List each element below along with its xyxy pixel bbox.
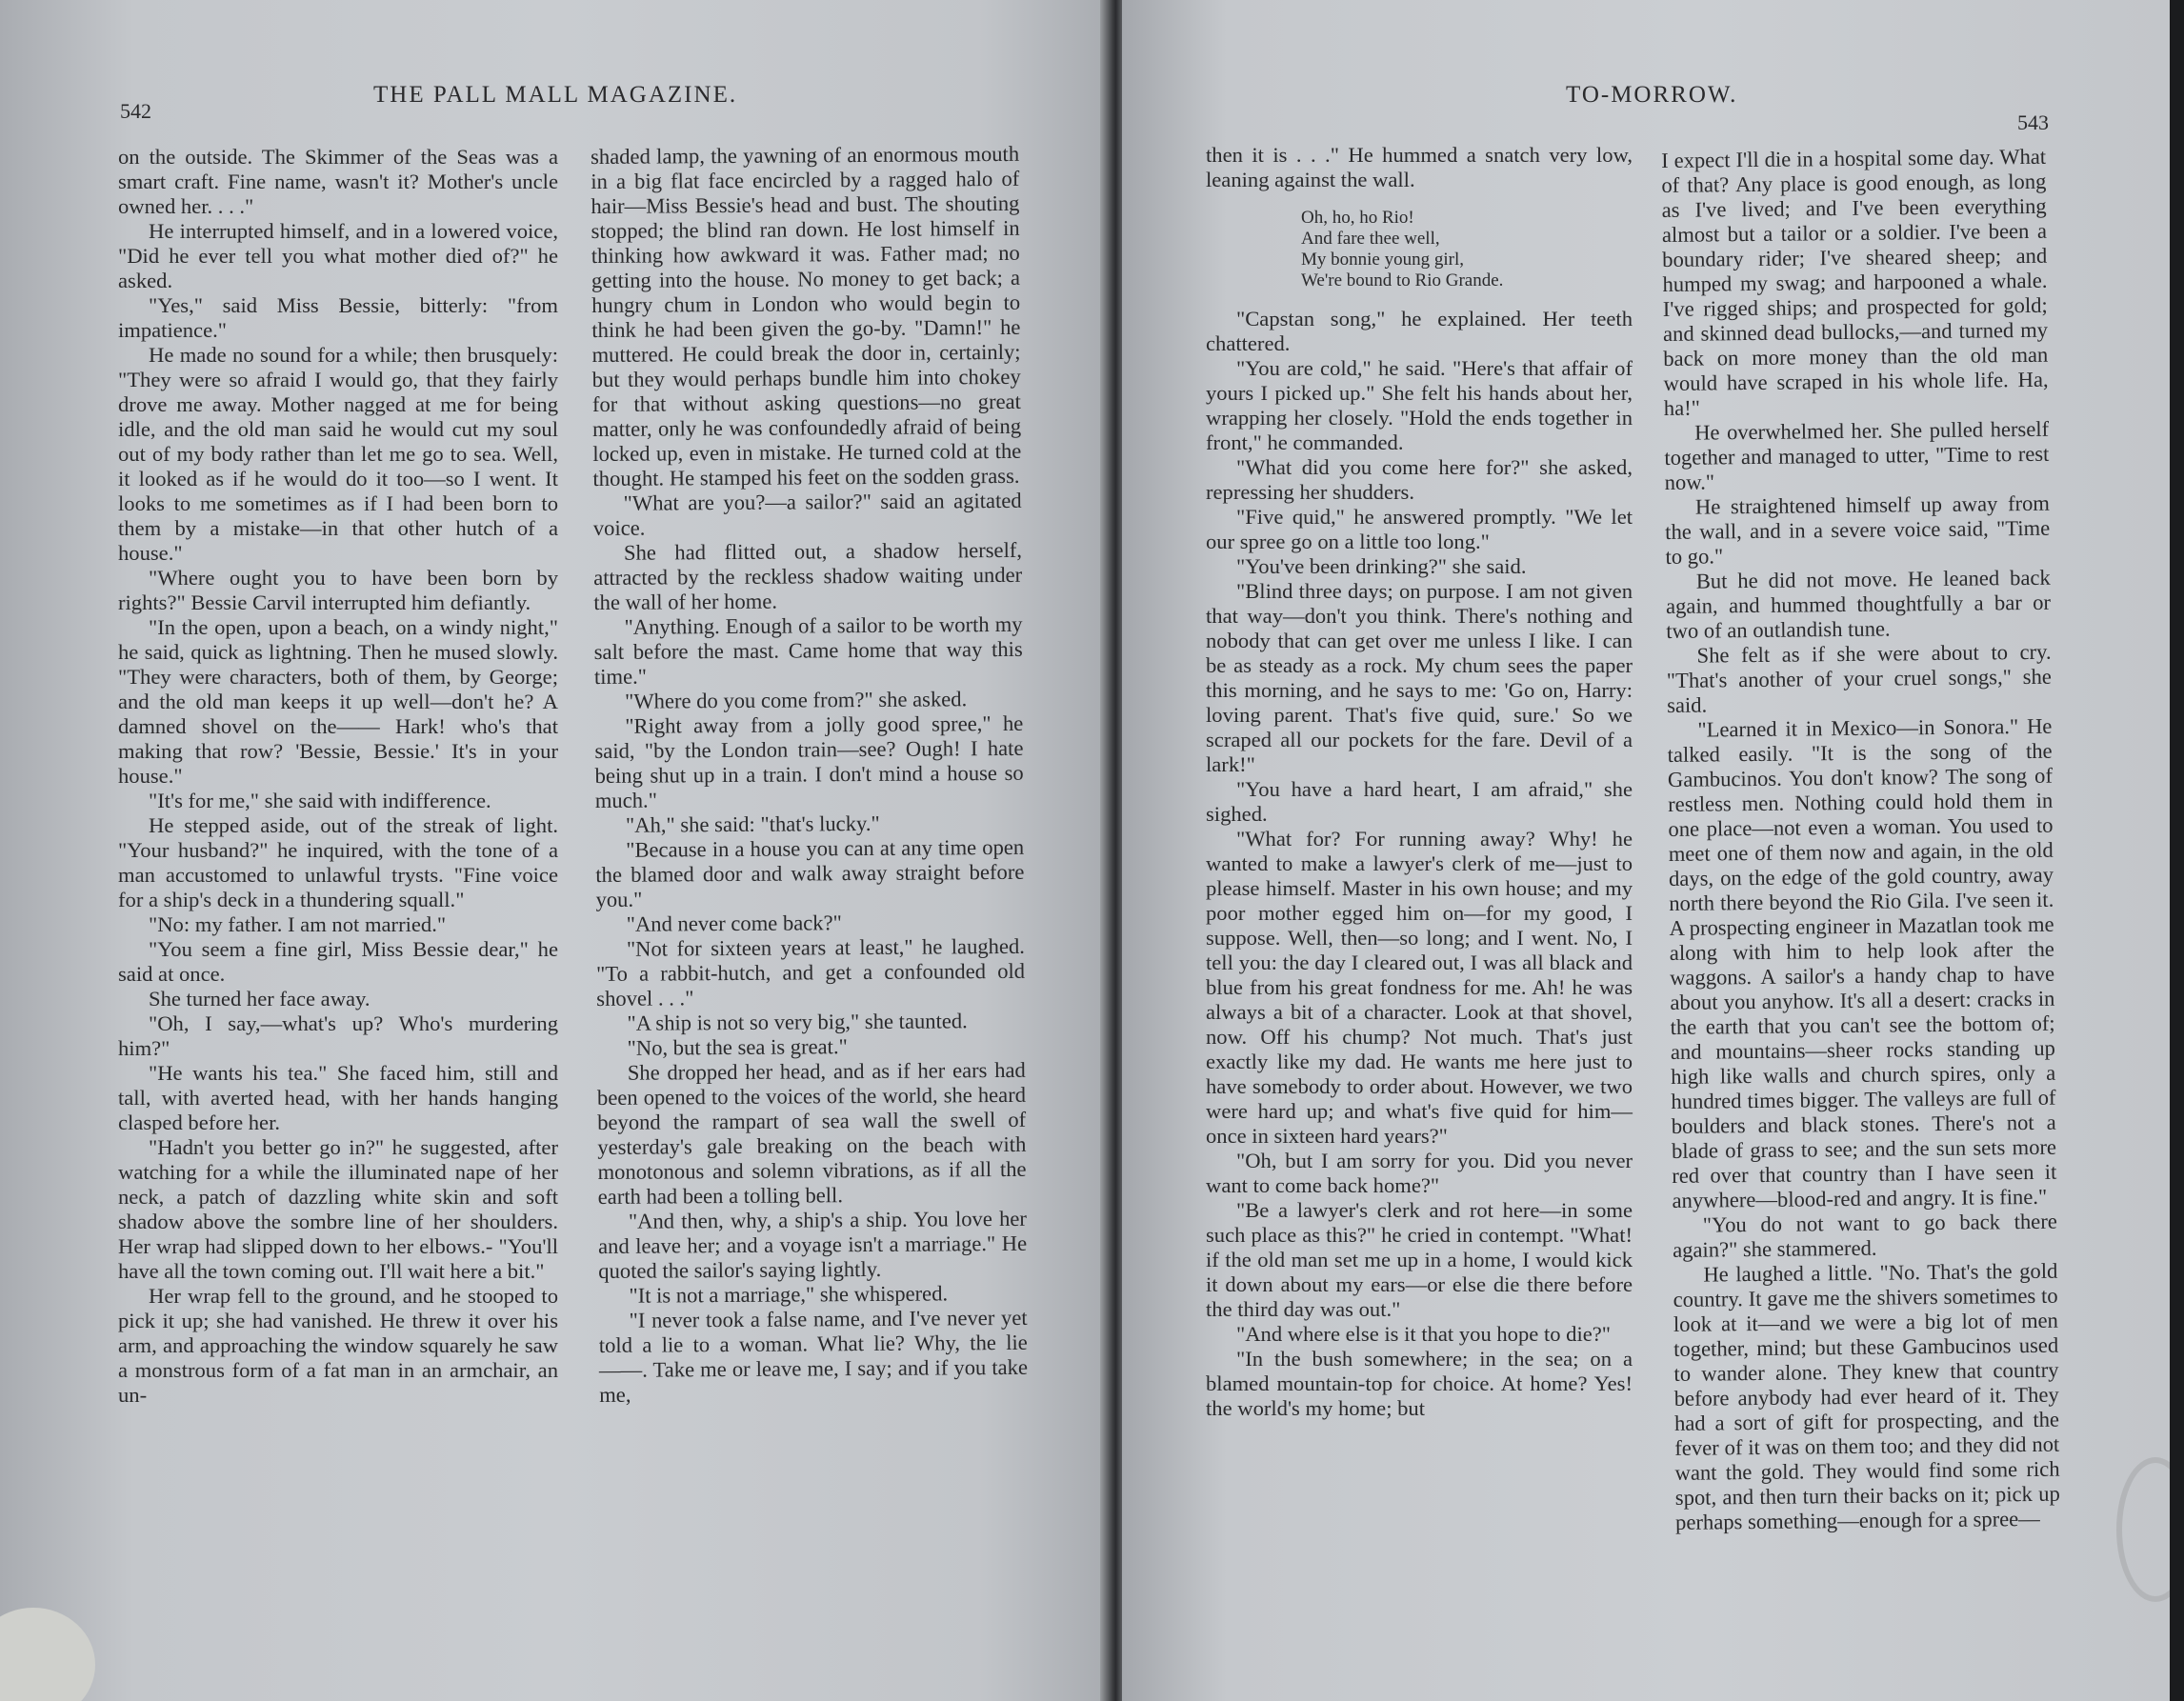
paragraph: "Ah," she said: "that's lucky." xyxy=(625,810,880,837)
left-page-column-1 xyxy=(118,145,558,1408)
paragraph: He overwhelmed her. She pulled herself together and managed to utter, "Time to rest now." xyxy=(1664,416,2050,494)
paragraph: "Yes," said Miss Bessie, bitterly: "from impatience." xyxy=(118,293,558,342)
paragraph: "You do not want to go back there again?" she stammered. xyxy=(1672,1209,2057,1262)
paragraph: "It's for me," she said with indifference. xyxy=(149,789,491,812)
paragraph: "Not for sixteen years at least," he laughed. "To a rabbit-hutch, and get a confounded old shovel . . ." xyxy=(595,933,1026,1011)
paragraph: "It is not a marriage," she whispered. xyxy=(629,1281,949,1308)
paragraph: "And where else is it that you hope to die?" xyxy=(1236,1322,1612,1346)
paragraph: "Blind three days; on purpose. I am not given that way—don't you think. There's nothing and nobody that can get over me unless I like. I can be as steady as a rock. My chum sees the paper this morning, and he says to me: 'Go on, Harry: loving parent. That's five quid, sure.' So we scraped all our pockets for the fare. Devil of a lark!" xyxy=(1206,579,1633,776)
page-number-right: 543 xyxy=(2017,110,2049,134)
thumb-shadow xyxy=(0,1608,95,1701)
verse-line: And fare thee well, xyxy=(1301,229,1440,249)
paragraph: "Be a lawyer's clerk and rot here—in some such place as this?" he cried in contempt. "What! if the old man set me up in a home, I would kick it down about my ears—or else die there before the third day was out." xyxy=(1206,1198,1633,1321)
paragraph: "Oh, I say,—what's up? Who's murdering him?" xyxy=(118,1011,558,1060)
paragraph: "Oh, but I am sorry for you. Did you never want to come back home?" xyxy=(1206,1149,1633,1197)
paragraph: shaded lamp, the yawning of an enormous mouth in a big flat face encircled by a ragged halo of hair—Miss Bessie's head and bust. The shouting stopped; the blind ran down. He lost himself in thinking how awkward it was. Father mad; no getting into the house. No money to get back; a hungry chum in London who would begin to think he had been given the go-by. "Damn!" he muttered. He could break the door in, certainly; but they would perhaps bundle him into chokey for that without asking questions—no great matter, only he was confoundedly afraid of being locked up, even in mistake. He turned cold at the thought. He stamped his feet on the sodden grass. xyxy=(591,141,1022,490)
paragraph: "A ship is not so very big," she taunted. xyxy=(627,1009,968,1035)
paragraph: "I never took a false name, and I've never yet told a lie to a woman. What lie? Why, the lie——. Take me or leave me, I say; and if you take me, xyxy=(598,1305,1029,1407)
paragraph: "What are you?—a sailor?" said an agitated voice. xyxy=(592,488,1022,540)
right-page-column-2 xyxy=(1661,145,2060,1535)
paragraph: "What for? For running away? Why! he wanted to make a lawyer's clerk of me—just to please himself. Master in his own house; and my poor mother egged him on—for my good, I suppose. Well, then—so long; and I went. No, I tell you: the day I cleared out, I was all black and blue from his great fondness for me. Ah! he was always a bit of a character. Look at that shovel, now. Off his chump? Not much. That's just exactly like my dad. He wants me here just to have somebody to order about. However, we two were hard up; and what's five quid for him—once in sixteen hard years?" xyxy=(1206,827,1633,1148)
paragraph: "You seem a fine girl, Miss Bessie dear," he said at once. xyxy=(118,937,558,986)
paragraph: then it is . . ." He hummed a snatch very low, leaning against the wall. xyxy=(1206,143,1633,191)
page-number-left: 542 xyxy=(120,99,151,123)
page-edge xyxy=(2170,0,2184,1701)
verse-line: We're bound to Rio Grande. xyxy=(1301,270,1504,290)
paragraph: But he did not move. He leaned back again, and hummed thoughtfully a bar or two of an outlandish tune. xyxy=(1665,565,2052,643)
paragraph: "Capstan song," he explained. Her teeth chattered. xyxy=(1206,307,1633,355)
paragraph: "You have a hard heart, I am afraid," she sighed. xyxy=(1206,777,1633,826)
paragraph: on the outside. The Skimmer of the Seas was a smart craft. Fine name, wasn't it? Mother's uncle owned her. . . ." xyxy=(118,145,558,218)
paragraph: Her wrap fell to the ground, and he stooped to pick it up; she had vanished. He threw it over his arm, and approaching the window squarely he saw a monstrous form of a fat man in an armchair, an un- xyxy=(118,1284,558,1407)
verse-line: Oh, ho, ho Rio! xyxy=(1301,208,1414,228)
paragraph: He straightened himself up away from the wall, and in a severe voice said, "Time to go." xyxy=(1665,490,2051,569)
paragraph: "In the open, upon a beach, on a windy night," he said, quick as lightning. Then he mused slowly. "They were characters, both of them, by George; and the old man keeps it up well—don't he? A damned shovel on the—— Hark! who's that making that row? 'Bessie, Bessie.' It's in your house." xyxy=(118,615,558,788)
paragraph: "Anything. Enough of a sailor to be worth my salt before the mast. Came home that way this time." xyxy=(593,611,1023,689)
paragraph: I expect I'll die in a hospital some day. What of that? Any place is good enough, as long as I've lived; and I've been everything almost but a tailor or a soldier. I've been a boundary rider; I've sheared sheep; and humped my swag; and harpooned a whale. I've rigged ships; and prospected for gold; and skinned dead bullocks,—and turned my back on more money than the old man would have scraped in his whole life. Ha, ha!" xyxy=(1661,144,2049,420)
paragraph: "In the bush somewhere; in the sea; on a blamed mountain-top for choice. At home? Yes! the world's my home; but xyxy=(1206,1347,1633,1420)
running-head-right: TO-MORROW. xyxy=(1566,82,1738,108)
paragraph: "Hadn't you better go in?" he suggested, after watching for a while the illuminated nape of her neck, a patch of dazzling white skin and soft shadow above the sombre line of her shoulders. Her wrap had slipped down to her elbows.- "You'll have all the town coming out. I'll wait here a bit." xyxy=(118,1135,558,1283)
paragraph: "Learned it in Mexico—in Sonora." He talked easily. "It is the song of the Gambucinos. You don't know? The song of restless men. Nothing could hold them in one place—not even a woman. You used to meet one of them now and again, in the old days, on the edge of the gold country, away north there beyond the Rio Gila. I've seen it. A prospecting engineer in Mazatlan took me along with him to help look after the waggons. A sailor's a handy chap to have about you anyhow. It's all a desert: cracks in the earth that you can't see the bottom of; and mountains—sheer rocks standing up high like walls and church spires, only a hundred times bigger. The valleys are full of boulders and black stones. There's not a blade of grass to see; and the sun sets more red over that country than I have seen it anywhere—blood-red and angry. It is fine." xyxy=(1667,713,2057,1212)
paragraph: "You are cold," he said. "Here's that affair of yours I picked up." She felt his hands about her, wrapping her closely. "Hold the ends together in front," he commanded. xyxy=(1206,356,1633,454)
paragraph: "And then, why, a ship's a ship. You love her and leave her; and a voyage isn't a marriage." He quoted the sailor's saying lightly. xyxy=(597,1206,1028,1283)
paragraph: She turned her face away. xyxy=(149,987,371,1011)
paragraph: She felt as if she were about to cry. "That's another of your cruel songs," she said. xyxy=(1666,639,2052,717)
left-page-column-2 xyxy=(591,142,1028,1408)
running-head-left: THE PALL MALL MAGAZINE. xyxy=(373,82,738,108)
paragraph: She dropped her head, and as if her ears had been opened to the voices of the world, she heard beyond the rampart of sea wall the swell of yesterday's gale breaking on the beach with monotonous and solemn vibrations, as if all the earth had been a tolling bell. xyxy=(596,1057,1027,1209)
paragraph: "No, but the sea is great." xyxy=(627,1034,848,1060)
paragraph: "Five quid," he answered promptly. "We let our spree go on a little too long." xyxy=(1206,505,1633,553)
paragraph: He made no sound for a while; then brusquely: "They were so afraid I would go, that they fairly drove me away. Mother nagged at me for being idle, and the old man said he would cut my soul out of my body rather than let me go to sea. Well, it looked as if he would do it too—so I went. It looks to me sometimes as if I had been born to them by a mistake—in that other hutch of a house." xyxy=(118,343,558,565)
paragraph: "Because in a house you can at any time open the blamed door and walk away straight before you." xyxy=(595,834,1025,911)
paragraph: He laughed a little. "No. That's the gold country. It gave me the shivers sometimes to look at it—and we were a big lot of men together, mind; but these Gambucinos used to wander alone. They knew that country before anybody had ever heard of it. They had a sort of gift for prospecting, and the fever of it was on them too; and they did not want the gold. They would find some rich spot, and then turn their backs on it; pick up perhaps something—enough for a spree— xyxy=(1673,1258,2060,1534)
paragraph: "You've been drinking?" she said. xyxy=(1236,554,1527,578)
paragraph: He interrupted himself, and in a lowered voice, "Did he ever tell you what mother died of?" he asked. xyxy=(118,219,558,292)
right-page-column-1 xyxy=(1206,143,1633,1421)
paragraph: "What did you come here for?" she asked, repressing her shudders. xyxy=(1206,455,1633,504)
paragraph: "He wants his tea." She faced him, still and tall, with averted head, with her hands hanging clasped before her. xyxy=(118,1061,558,1134)
paragraph: "No: my father. I am not married." xyxy=(149,912,447,936)
paragraph: He stepped aside, out of the streak of light. "Your husband?" he inquired, with the tone of a man accustomed to unlawful trysts. "Fine voice for a ship's deck in a thundering squall." xyxy=(118,813,558,911)
paragraph: "And never come back?" xyxy=(626,911,842,936)
paragraph: "Right away from a jolly good spree," he said, "by the London train—see? Ough! I hate being shut up in a train. I don't mind a house so much." xyxy=(594,710,1024,812)
paragraph: She had flitted out, a shadow herself, attracted by the reckless shadow waiting under the wall of her home. xyxy=(593,537,1023,614)
paragraph: "Where ought you to have been born by rights?" Bessie Carvil interrupted him defiantly. xyxy=(118,566,558,614)
paragraph: "Where do you come from?" she asked. xyxy=(624,687,968,713)
song-verse xyxy=(1301,208,1633,291)
verse-line: My bonnie young girl, xyxy=(1301,250,1464,270)
